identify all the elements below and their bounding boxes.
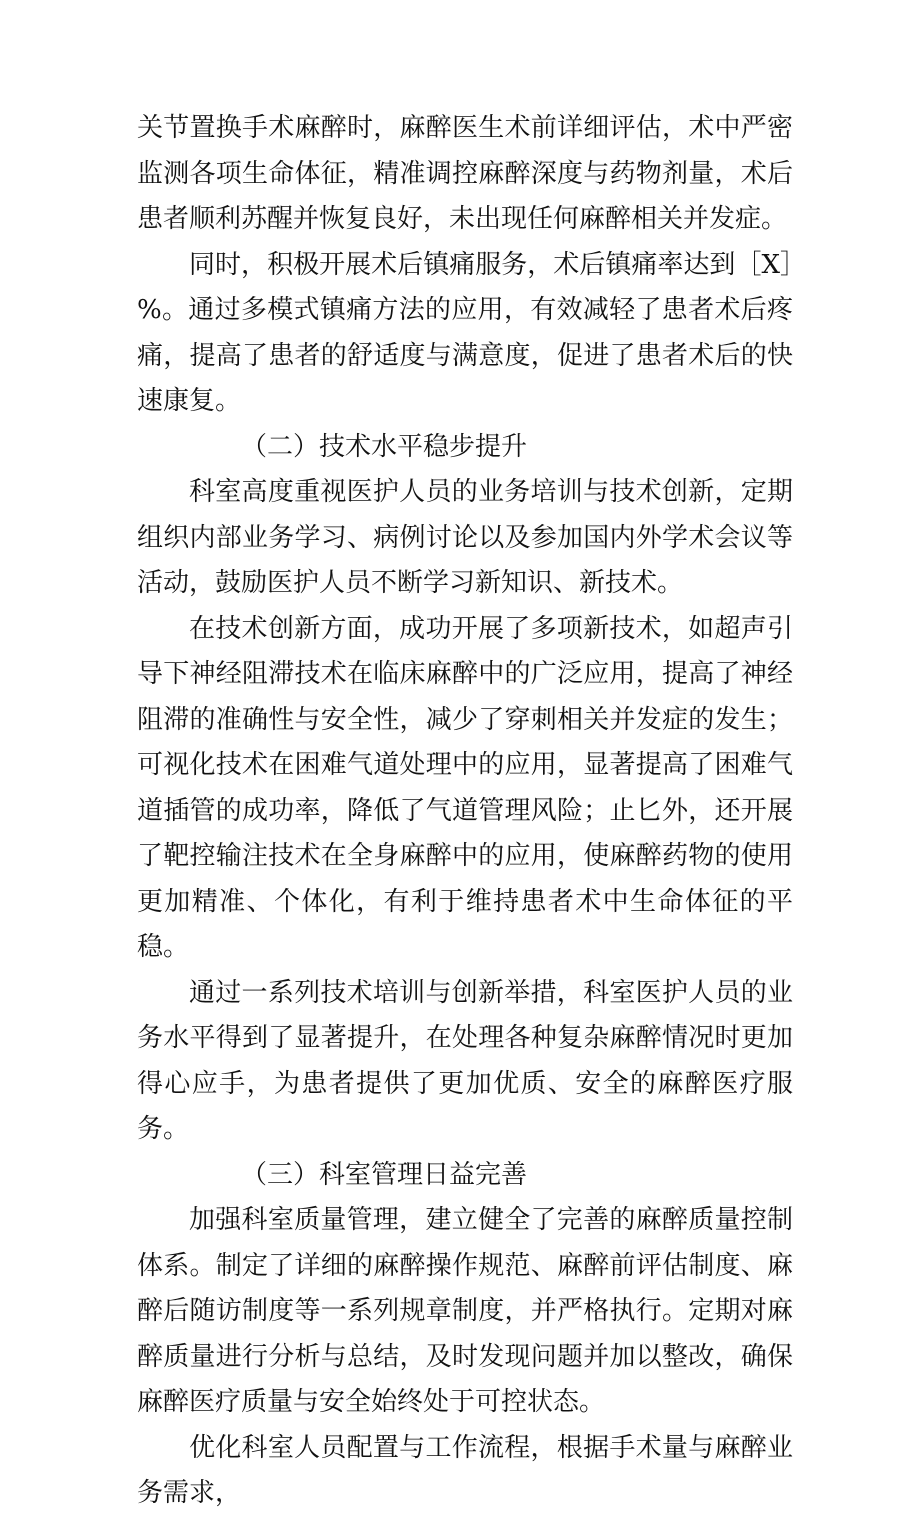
- paragraph-training: 科室高度重视医护人员的业务培训与技术创新，定期组织内部业务学习、病例讨论以及参加国内外学术会议等活动，鼓励医护人员不断学习新知识、新技术。: [137, 477, 793, 598]
- paragraph-innovation: 在技术创新方面，成功开展了多项新技术，如超声引导下神经阻滞技术在临床麻醉中的广泛应用，提高了神经阻滞的准确性与安全性，减少了穿刺相关并发症的发生；可视化技术在困难气道处理中的应用，显著提高了困难气道插管的成功率，降低了气道管理风险；止匕外，还开展了靶控输注技术在全身麻醉中的应用，使麻醉药物的使用更加精准、个体化，有利于维持患者术中生命体征的平稳。: [137, 613, 793, 962]
- paragraph-postoperative-analgesia: 同时，积极开展术后镇痛服务，术后镇痛率达到［X］%。通过多模式镇痛方法的应用，有效减轻了患者术后疼痛，提高了患者的舒适度与满意度，促进了患者术后的快速康复。: [137, 249, 793, 416]
- paragraph-improvement: 通过一系列技术培训与创新举措，科室医护人员的业务水平得到了显著提升，在处理各种复杂麻醉情况时更加得心应手，为患者提供了更加优质、安全的麻醉医疗服务。: [137, 977, 793, 1144]
- section-heading-management: [137, 1153, 793, 1199]
- paragraph-staffing: 优化科室人员配置与工作流程，根据手术量与麻醉业务需求，: [137, 1432, 793, 1508]
- section-heading-technology-text: （二）技术水平稳步提升: [241, 431, 528, 462]
- document-body: [137, 106, 793, 1517]
- section-heading-technology: [137, 425, 793, 471]
- paragraph-quality-management: 加强科室质量管理，建立健全了完善的麻醉质量控制体系。制定了详细的麻醉操作规范、麻醉前评估制度、麻醉后随访制度等一系列规章制度，并严格执行。定期对麻醉质量进行分析与总结，及时发现问题并加以整改，确保麻醉医疗质量与安全始终处于可控状态。: [137, 1205, 793, 1417]
- paragraph-continuation: 关节置换手术麻醉时，麻醉医生术前详细评估，术中严密监测各项生命体征，精准调控麻醉深度与药物剂量，术后患者顺利苏醒并恢复良好，未出现任何麻醉相关并发症。: [137, 113, 793, 234]
- section-heading-management-text: （三）科室管理日益完善: [241, 1159, 528, 1190]
